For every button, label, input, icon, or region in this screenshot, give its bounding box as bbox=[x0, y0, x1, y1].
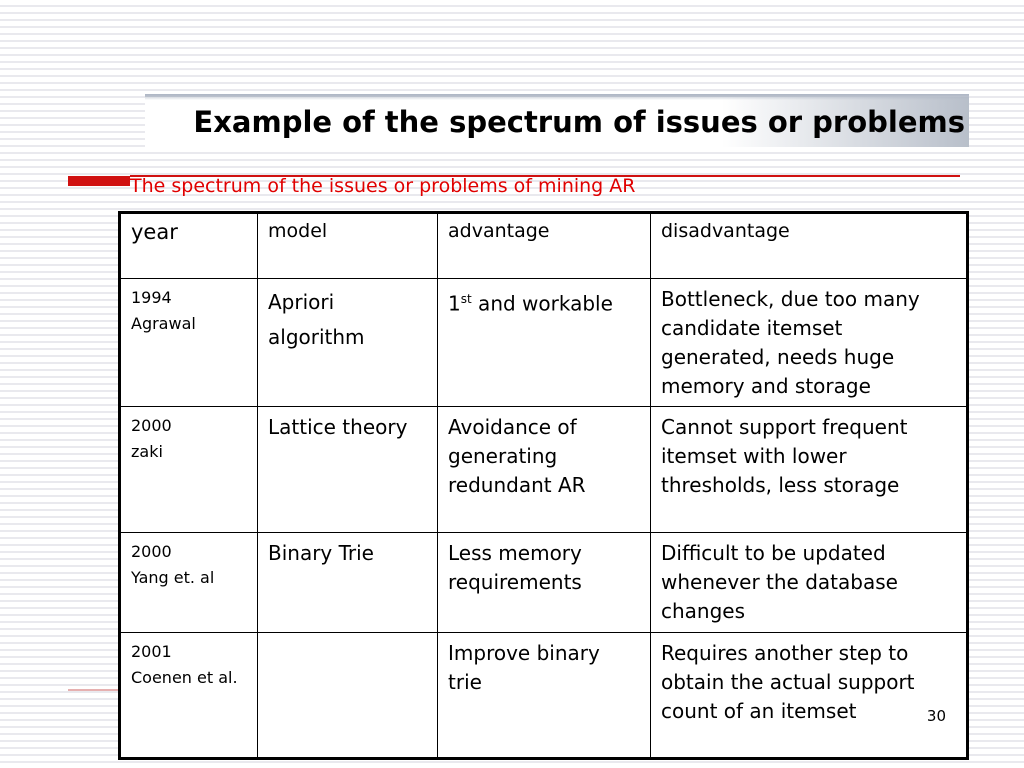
table-row bbox=[120, 533, 968, 633]
author-value: Coenen et al. bbox=[131, 668, 238, 687]
model-cell bbox=[258, 633, 438, 759]
disadvantage-cell: Difficult to be updated whenever the database changes bbox=[651, 533, 968, 633]
slide-subtitle: The spectrum of the issues or problems of mining AR bbox=[130, 175, 636, 197]
page-number: 30 bbox=[926, 707, 946, 725]
model-cell: Lattice theory bbox=[258, 407, 438, 533]
table-row bbox=[120, 407, 968, 533]
year-value: 2001 bbox=[131, 642, 172, 661]
year-value: 2000 bbox=[131, 542, 172, 561]
advantage-cell: Avoidance of generating redundant AR bbox=[438, 407, 651, 533]
advantage-superscript: st bbox=[460, 292, 472, 306]
disadvantage-cell: Requires another step to obtain the actual support count of an itemset bbox=[651, 633, 968, 759]
disadvantage-cell: Cannot support frequent itemset with lower thresholds, less storage bbox=[651, 407, 968, 533]
advantage-text: and workable bbox=[471, 291, 613, 316]
disadvantage-cell: Bottleneck, due too many candidate itemset generated, needs huge memory and storage bbox=[651, 279, 968, 407]
header-year: year bbox=[120, 213, 258, 279]
author-value: zaki bbox=[131, 442, 163, 461]
model-cell bbox=[258, 279, 438, 407]
header-advantage: advantage bbox=[438, 213, 651, 279]
year-value: 1994 bbox=[131, 288, 172, 307]
year-cell bbox=[120, 633, 258, 759]
author-value: Agrawal bbox=[131, 314, 196, 333]
advantage-cell bbox=[438, 279, 651, 407]
year-cell bbox=[120, 533, 258, 633]
year-cell bbox=[120, 407, 258, 533]
table-header-row bbox=[120, 213, 968, 279]
advantage-cell: Less memory requirements bbox=[438, 533, 651, 633]
model-cell: Binary Trie bbox=[258, 533, 438, 633]
accent-bar bbox=[68, 176, 130, 186]
issues-table bbox=[118, 211, 969, 760]
model-line: Apriori bbox=[268, 290, 335, 314]
year-value: 2000 bbox=[131, 416, 172, 435]
slide-title: Example of the spectrum of issues or problems bbox=[193, 105, 965, 139]
header-model: model bbox=[258, 213, 438, 279]
header-disadvantage: disadvantage bbox=[651, 213, 968, 279]
year-cell bbox=[120, 279, 258, 407]
table-row bbox=[120, 279, 968, 407]
advantage-cell: Improve binary trie bbox=[438, 633, 651, 759]
model-line: algorithm bbox=[268, 325, 365, 349]
table-row bbox=[120, 633, 968, 759]
advantage-number: 1 bbox=[448, 291, 461, 316]
author-value: Yang et. al bbox=[131, 568, 215, 587]
